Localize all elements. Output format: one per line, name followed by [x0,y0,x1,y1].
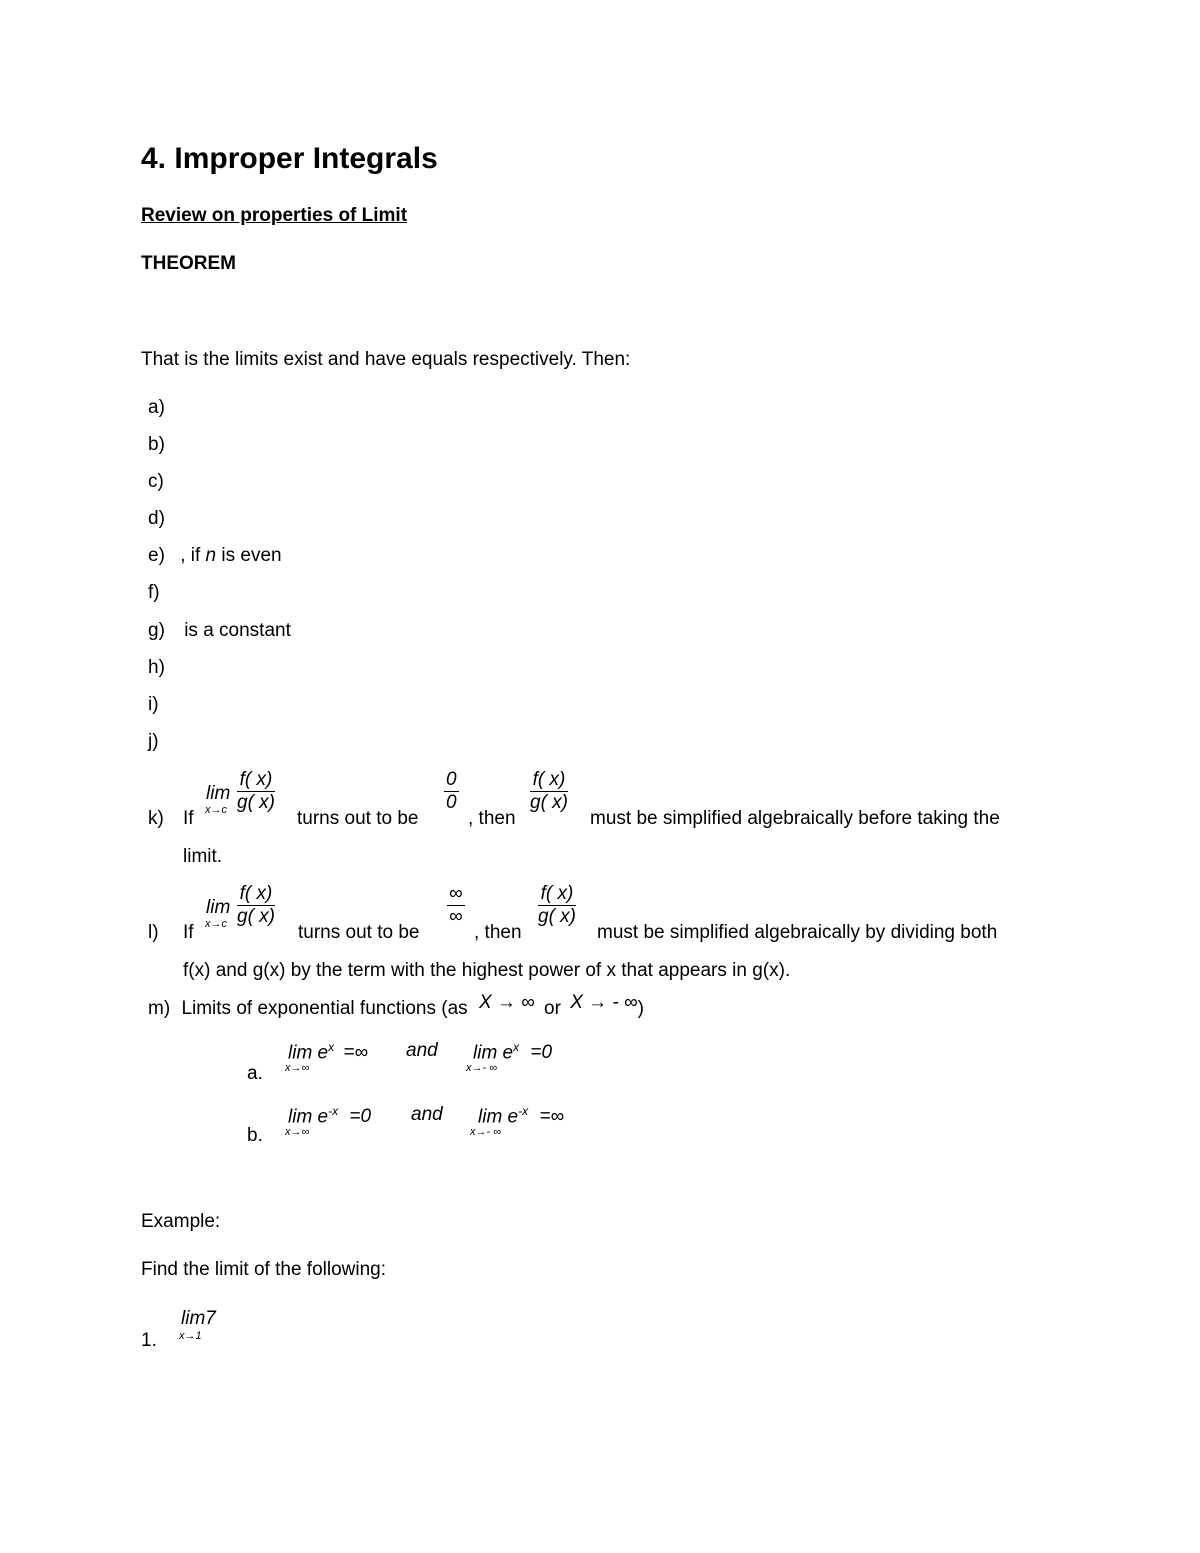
sub-b-lim1 [288,1104,371,1128]
item-label-h: h) [148,657,165,678]
item-k-form [444,769,459,814]
sub-b-exp2: -x [518,1104,529,1118]
item-k-frac-den: g( x) [530,792,568,813]
find-text: Find the limit of the following: [141,1259,387,1280]
sub-a-lim1-base: lim e [288,1042,329,1064]
sub-b-and: and [411,1104,443,1125]
example-label: Example: [141,1211,221,1232]
item-e [148,545,282,567]
item-label-b: b) [148,434,165,455]
page-title: 4. Improper Integrals [141,142,438,175]
item-l-form-den: ∞ [449,906,463,927]
item-label-i: i) [148,694,159,715]
sub-a-res1: =∞ [343,1042,369,1064]
example-1-lim: lim7 [181,1308,216,1329]
item-l-fraction [237,883,275,928]
example-1-sub: x→1 [179,1330,202,1342]
sub-a-sub1: x→∞ [285,1062,310,1074]
item-l-cont: f(x) and g(x) by the term with the highest power of x that appears in g(x). [183,960,791,981]
sub-b-exp1: -x [328,1104,339,1118]
item-m-cond2: X → - ∞ [570,992,638,1013]
example-1-label: 1. [141,1330,157,1351]
item-l-if: If [183,922,194,943]
item-k-fraction [237,769,275,814]
sub-b-sub1: x→∞ [285,1126,310,1138]
item-label-e: e) [148,545,165,566]
item-label-l: l) [148,922,159,943]
item-l-form [447,883,465,928]
sub-a-label: a. [247,1063,263,1084]
item-m [148,992,644,1020]
item-m-text: Limits of exponential functions (as [181,998,468,1019]
sub-b-label: b. [247,1125,263,1146]
item-k-turns: turns out to be [297,808,419,829]
item-label-a: a) [148,397,165,418]
item-l-frac-num: f( x) [538,883,576,906]
item-label-d: d) [148,508,165,529]
item-k-numerator: f( x) [237,769,275,792]
section-subtitle: Review on properties of Limit [141,205,408,226]
sub-a-sub2: x→- ∞ [466,1062,498,1074]
item-k-form-num: 0 [446,769,457,790]
intro-text: That is the limits exist and have equals respectively. Then: [141,349,631,370]
item-g [148,620,291,642]
item-m-cond1: X → ∞ [478,992,535,1013]
item-label-c: c) [148,471,164,492]
item-e-tail: is even [216,545,282,566]
item-k-lim: lim [206,783,231,804]
item-k-if: If [183,808,194,829]
item-k-tail: must be simplified algebraically before taking the [590,808,1000,829]
item-l-tail: must be simplified algebraically by dividing both [597,922,998,943]
item-l-numerator: f( x) [237,883,275,906]
item-label-g: g) [148,620,165,641]
sub-b-res1: =0 [349,1106,372,1128]
item-label-j: j) [148,731,159,752]
item-k-lim-sub: x→c [205,804,227,816]
item-l-lim: lim [206,897,231,918]
item-e-n: n [205,545,217,566]
item-k-then: , then [468,808,516,829]
item-m-close: ) [637,998,644,1019]
item-g-text: is a constant [184,620,291,641]
item-label-m: m) [148,998,171,1019]
item-l-denominator: g( x) [237,906,275,927]
item-l-then: , then [474,922,522,943]
item-label-f: f) [148,582,160,603]
sub-a-exp1: x [328,1040,335,1054]
item-e-text: , if [180,545,206,566]
sub-a-lim2 [473,1040,552,1064]
sub-a-exp2: x [513,1040,520,1054]
sub-b-sub2: x→- ∞ [470,1126,502,1138]
sub-b-lim2-base: lim e [478,1106,519,1128]
sub-a-and: and [406,1040,438,1061]
item-l-fraction-2 [538,883,576,928]
theorem-heading: THEOREM [141,253,236,274]
item-k-form-den: 0 [446,792,457,813]
item-k-fraction-2 [530,769,568,814]
sub-a-res2: =0 [530,1042,553,1064]
sub-a-lim2-base: lim e [473,1042,514,1064]
sub-b-res2: =∞ [539,1106,565,1128]
item-l-frac-den: g( x) [538,906,576,927]
sub-b-lim2 [478,1104,564,1128]
sub-b-lim1-base: lim e [288,1106,329,1128]
item-label-k: k) [148,808,164,829]
sub-a-lim1 [288,1040,368,1064]
item-l-turns: turns out to be [298,922,420,943]
item-k-denominator: g( x) [237,792,275,813]
item-k-frac-num: f( x) [530,769,568,792]
item-m-or: or [544,998,561,1019]
item-k-cont: limit. [183,846,223,867]
item-l-form-num: ∞ [449,883,463,904]
item-l-lim-sub: x→c [205,918,227,930]
